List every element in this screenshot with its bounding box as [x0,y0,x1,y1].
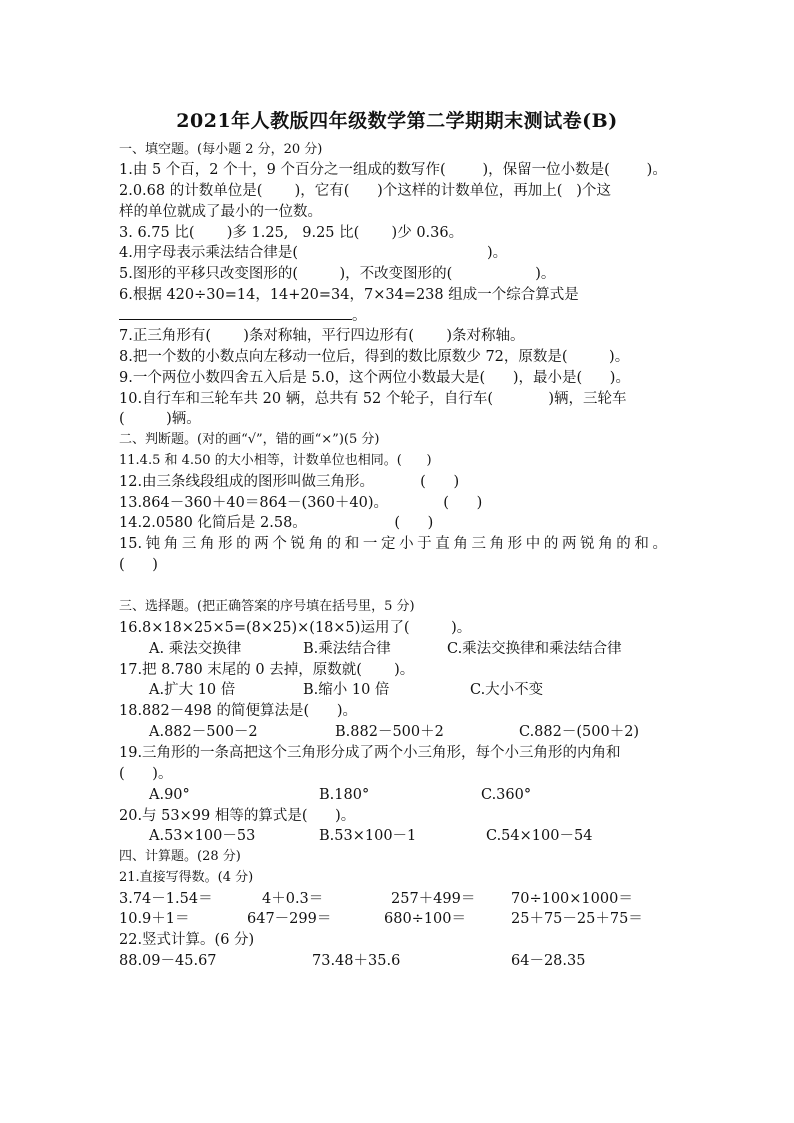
question-18: 18.882－498 的简便算法是( )。 [119,703,357,719]
section2-heading: 二、判断题。(对的画“√”，错的画“×”)(5 分) [119,432,380,447]
q17-option-c: C.大小不变 [470,682,544,698]
q19-option-b: B.180° [319,787,370,803]
vertical-calc-item: 64－28.35 [511,953,586,969]
question-9: 9.一个两位小数四舍五入后是 5.0，这个两位小数最大是( )，最小是( )。 [119,370,630,386]
calc-item: 647－299＝ [247,911,332,927]
calc-item: 70÷100×1000＝ [511,891,633,907]
question-17: 17.把 8.780 末尾的 0 去掉，原数就( )。 [119,662,415,678]
question-13: 13.864－360＋40＝864－(360＋40)。 ( ) [119,495,483,511]
question-11: 11.4.5 和 4.50 的大小相等，计数单位也相同。( ) [119,453,432,468]
q20-option-b: B.53×100－1 [319,828,417,844]
section4-heading: 四、计算题。(28 分) [119,849,241,864]
question-3: 3. 6.75 比( )多 1.25, 9.25 比( )少 0.36。 [119,225,464,241]
question-8: 8.把一个数的小数点向左移动一位后，得到的数比原数少 72，原数是( )。 [119,349,630,365]
q18-option-b: B.882－500＋2 [335,724,444,740]
q20-option-a: A.53×100－53 [149,828,256,844]
question-15-line2: ( ) [119,557,158,573]
vertical-calc-item: 88.09－45.67 [119,953,217,969]
q18-option-a: A.882－500－2 [149,724,258,740]
question-2-line2: 样的单位就成了最小的一位数。 [119,204,322,220]
question-2-line1: 2.0.68 的计数单位是( )，它有( )个这样的计数单位，再加上( )个这 [119,183,611,199]
question-6-line2 [119,305,367,326]
calc-item: 680÷100＝ [384,911,467,927]
answer-blank [119,305,352,320]
q17-option-b: B.缩小 10 倍 [303,682,390,698]
question-6-end: 。 [352,308,367,324]
q18-option-c: C.882－(500＋2) [519,724,640,740]
question-20: 20.与 53×99 相等的算式是( )。 [119,808,356,824]
q20-option-c: C.54×100－54 [486,828,593,844]
question-4: 4.用字母表示乘法结合律是( )。 [119,245,508,261]
section1-heading: 一、填空题。(每小题 2 分，20 分) [119,142,323,157]
q16-option-b: B.乘法结合律 [303,641,391,657]
calc-item: 257＋499＝ [391,891,476,907]
q16-option-c: C.乘法交换律和乘法结合律 [447,641,622,657]
calc-item: 3.74－1.54＝ [119,891,213,907]
calc-item: 4＋0.3＝ [262,891,324,907]
question-21: 21.直接写得数。(4 分) [119,870,254,885]
vertical-calc-item: 73.48＋35.6 [312,953,401,969]
section3-heading: 三、选择题。(把正确答案的序号填在括号里，5 分) [119,599,415,614]
q19-option-c: C.360° [481,787,532,803]
question-19-line2: ( )。 [119,766,173,782]
question-22: 22.竖式计算。(6 分) [119,932,255,948]
question-1: 1.由 5 个百，2 个十，9 个百分之一组成的数写作( )，保留一位小数是( )。 [119,162,667,178]
q16-option-a: A. 乘法交换律 [149,641,242,657]
page-title: 2021年人教版四年级数学第二学期期末测试卷(B) [176,110,618,132]
question-5: 5.图形的平移只改变图形的( )，不改变图形的( )。 [119,266,556,282]
question-16: 16.8×18×25×5=(8×25)×(18×5)运用了( )。 [119,620,472,636]
calc-item: 25＋75－25＋75＝ [511,911,643,927]
question-10-line1: 10.自行车和三轮车共 20 辆，总共有 52 个轮子，自行车( )辆，三轮车 [119,391,627,407]
question-10-line2: ( )辆。 [119,411,201,427]
q17-option-a: A.扩大 10 倍 [149,682,236,698]
calc-item: 10.9＋1＝ [119,911,190,927]
question-15-line1: 15.钝角三角形的两个锐角的和一定小于直角三角形中的两锐角的和。 [119,536,667,552]
question-19-line1: 19.三角形的一条高把这个三角形分成了两个小三角形，每个小三角形的内角和 [119,745,621,761]
question-7: 7.正三角形有( )条对称轴，平行四边形有( )条对称轴。 [119,328,525,344]
q19-option-a: A.90° [149,787,190,803]
question-14: 14.2.0580 化简后是 2.58。 ( ) [119,515,434,531]
question-12: 12.由三条线段组成的图形叫做三角形。 ( ) [119,474,460,490]
question-6-line1: 6.根据 420÷30=14，14+20=34，7×34=238 组成一个综合算式是 [119,287,579,303]
